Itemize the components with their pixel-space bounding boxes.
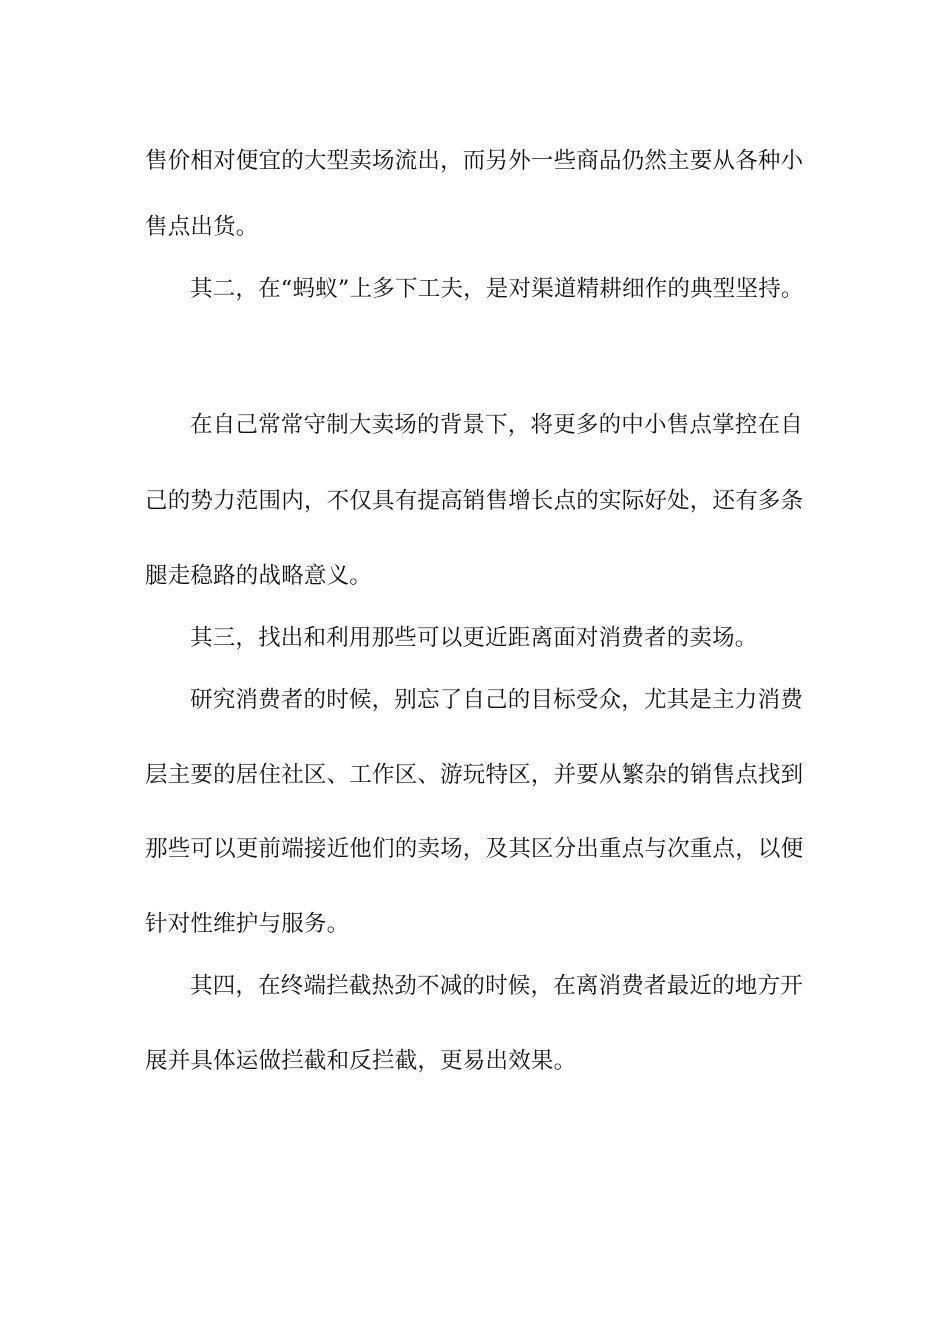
paragraph-first-line: 其三，找出和利用那些可以更近距离面对消费者的卖场。 (190, 625, 758, 651)
text-line: 针对性维护与服务。 (145, 911, 350, 937)
paragraph-first-line: 在自己常常守制大卖场的背景下，将更多的中小售点掌控在自 (190, 412, 803, 438)
paragraph-first-line: 其二，在“蚂蚁”上多下工夫，是对渠道精耕细作的典型坚持。 (190, 276, 804, 302)
text-line: 售点出货。 (145, 214, 259, 240)
text-line: 售价相对便宜的大型卖场流出，而另外一些商品仍然主要从各种小 (145, 148, 804, 174)
paragraph-first-line: 研究消费者的时候，别忘了自己的目标受众，尤其是主力消费 (190, 687, 803, 713)
text-line: 展并具体运做拦截和反拦截，更易出效果。 (145, 1048, 577, 1074)
text-line: 腿走稳路的战略意义。 (145, 563, 373, 589)
text-line: 己的势力范围内，不仅具有提高销售增长点的实际好处，还有多条 (145, 488, 804, 514)
text-line: 那些可以更前端接近他们的卖场，及其区分出重点与次重点，以便 (145, 836, 804, 862)
text-line: 层主要的居住社区、工作区、游玩特区，并要从繁杂的销售点找到 (145, 762, 804, 788)
paragraph-first-line: 其四，在终端拦截热劲不减的时候，在离消费者最近的地方开 (190, 973, 803, 999)
